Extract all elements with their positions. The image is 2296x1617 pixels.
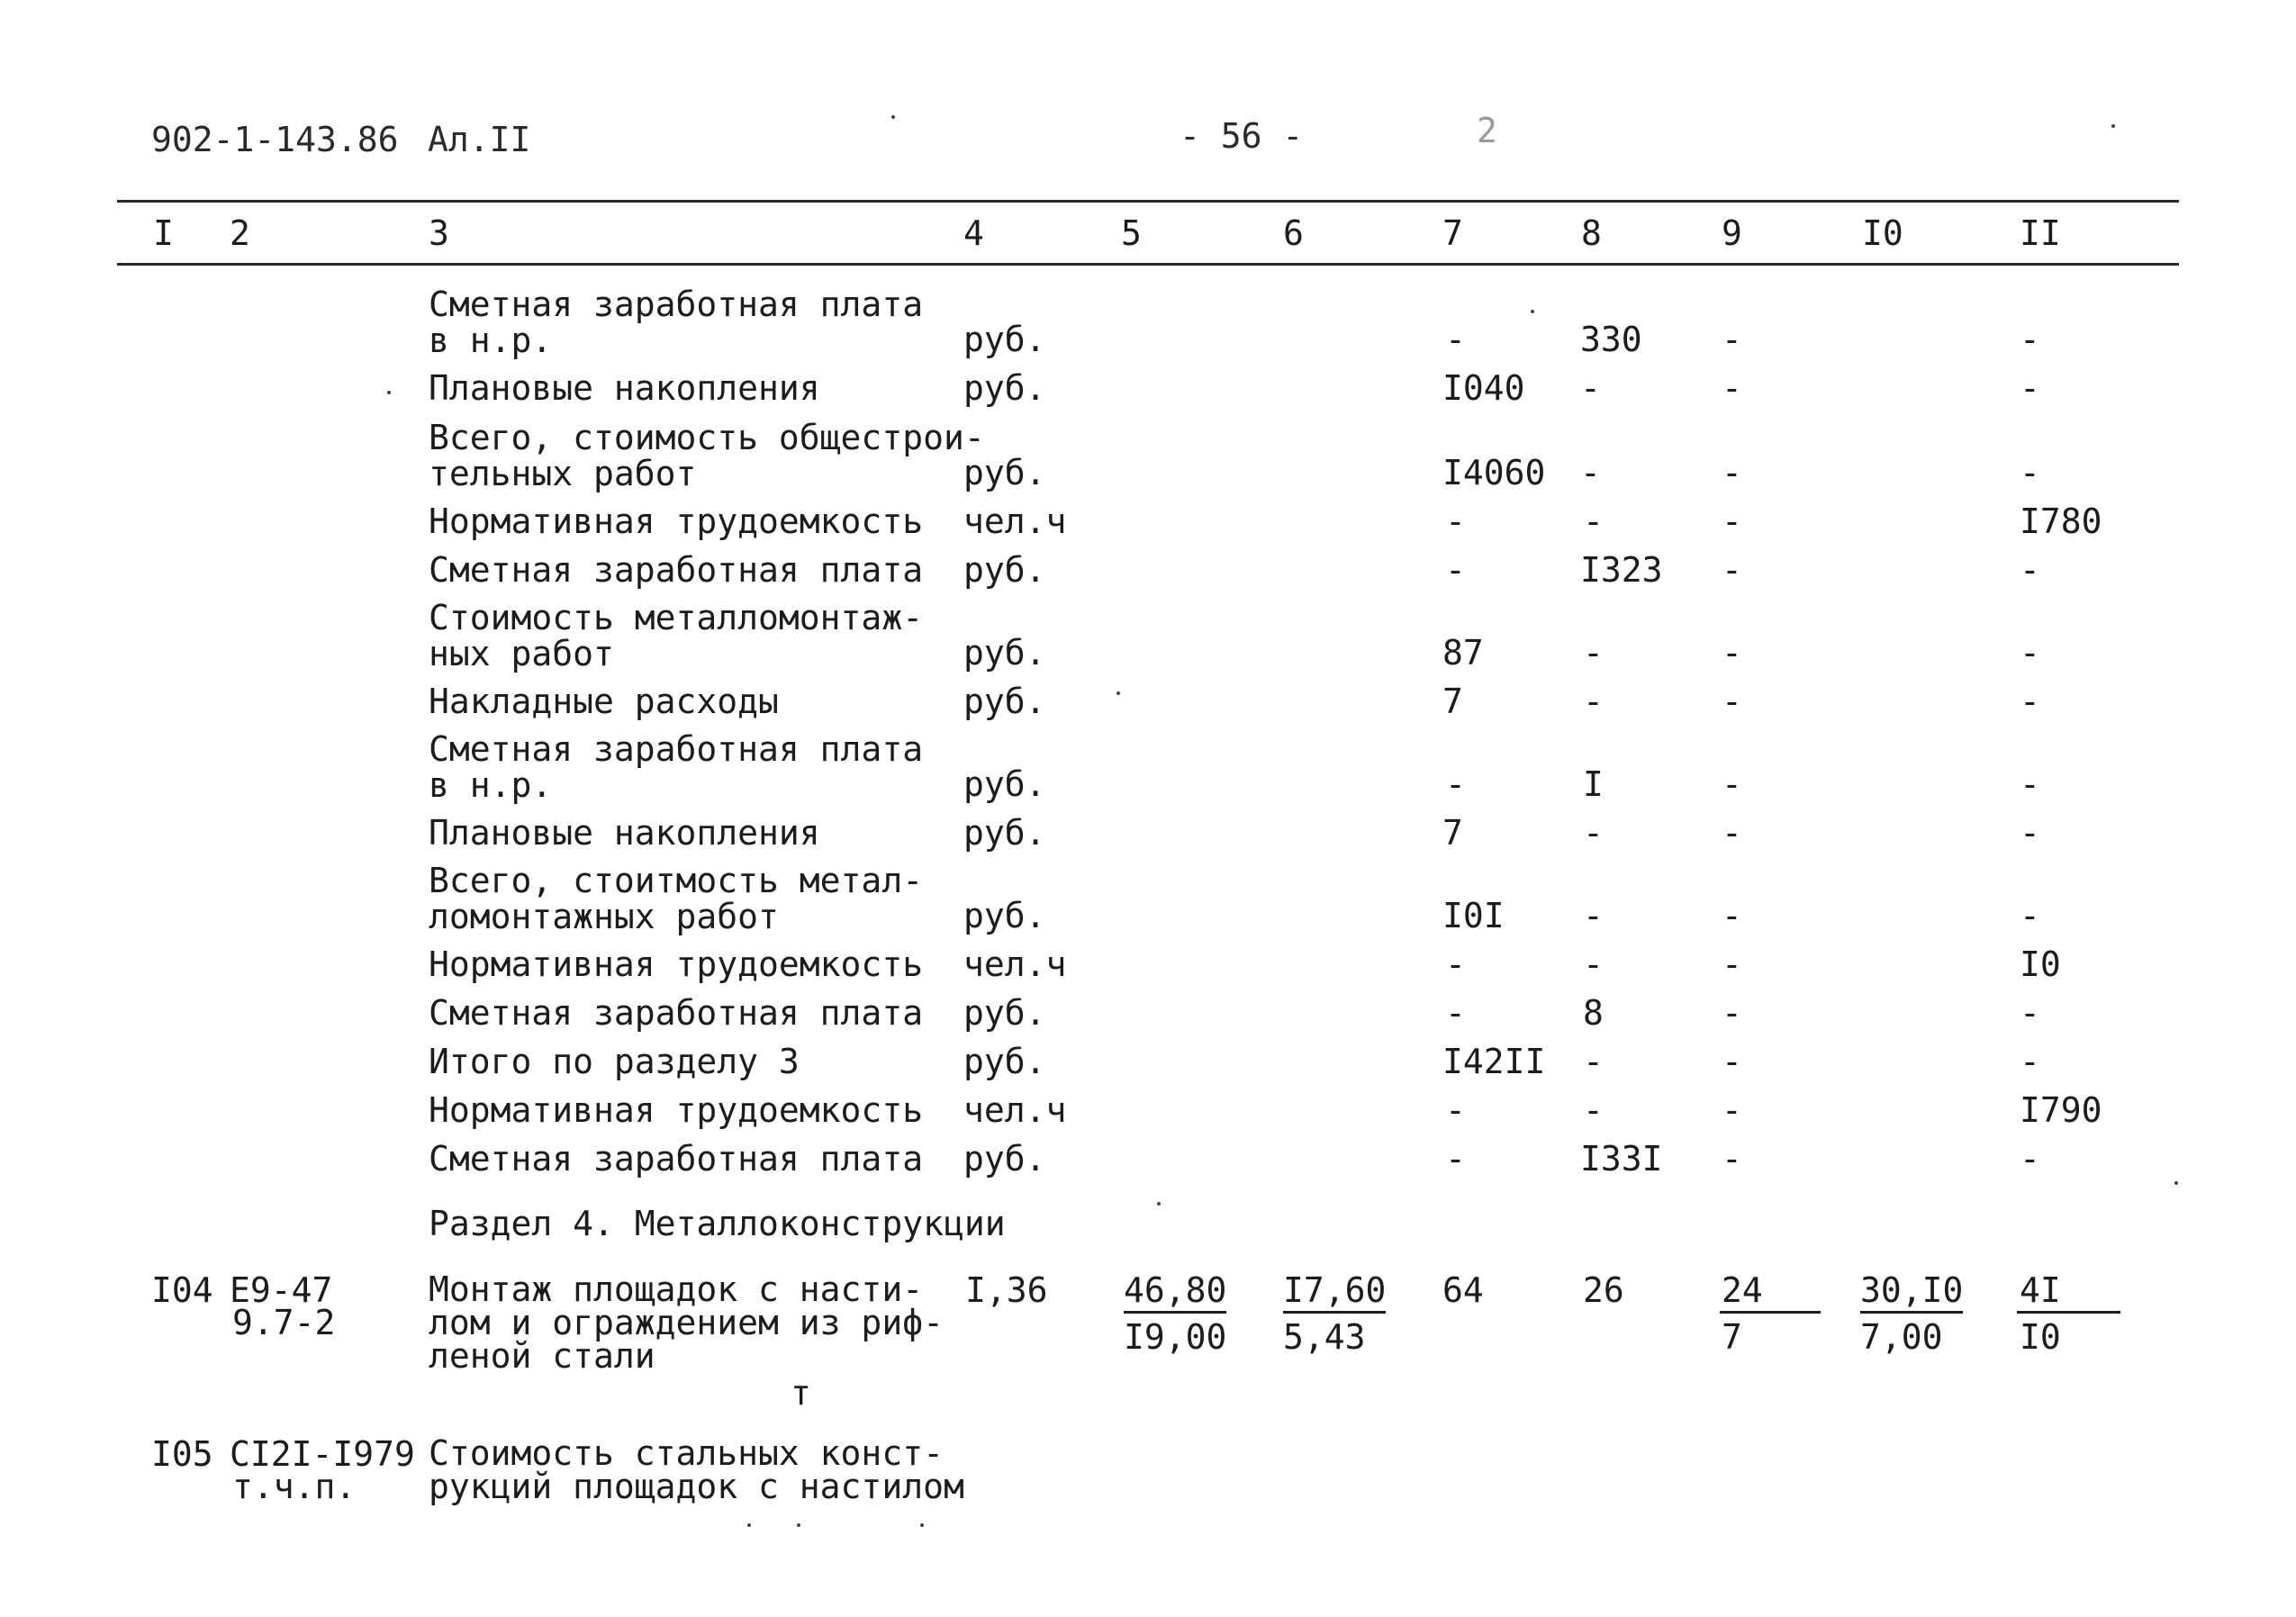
entry-unit-mark: т [791, 1373, 811, 1413]
top-rule [117, 200, 2179, 203]
row-c11: - [2020, 633, 2040, 673]
scan-speck [2174, 1181, 2178, 1185]
row-c9: - [1722, 1042, 1742, 1081]
col-header-6: 6 [1283, 213, 1304, 253]
row-c7: I4060 [1442, 453, 1546, 492]
entry-code: E9-47 [230, 1270, 333, 1310]
col-header-4: 4 [963, 213, 984, 253]
row-c9: - [1722, 501, 1742, 541]
row-c9: - [1722, 633, 1742, 673]
entry-code-2: т.ч.п. [232, 1467, 357, 1506]
col-header-3: 3 [429, 213, 449, 253]
row-c7: - [1445, 944, 1466, 984]
row-name: Всего, стоимость общестрои- тельных работ [429, 418, 985, 493]
row-c11: - [2020, 320, 2040, 359]
row-c8: - [1583, 896, 1604, 935]
row-c7: 87 [1442, 633, 1484, 673]
row-c9: - [1722, 453, 1742, 492]
entry-c6-bottom: 5,43 [1283, 1317, 1366, 1357]
scan-speck [747, 1523, 751, 1527]
doc-code: 902-1-143.86 [151, 120, 399, 159]
row-c7: I42II [1442, 1042, 1546, 1081]
entry-c11-top: 4I [2020, 1270, 2061, 1310]
row-c7: - [1445, 764, 1466, 804]
row-c9: - [1722, 813, 1742, 853]
row-c7: - [1445, 320, 1466, 359]
col-header-1: I [153, 213, 174, 253]
col-header-9: 9 [1722, 213, 1742, 253]
row-c8: - [1583, 944, 1604, 984]
row-unit: руб. [963, 993, 1046, 1033]
row-unit: руб. [963, 320, 1046, 359]
row-c7: - [1445, 550, 1466, 590]
entry-c10-bottom: 7,00 [1860, 1317, 1943, 1357]
row-c9: - [1722, 944, 1742, 984]
row-name: Сметная заработная плата [429, 1139, 924, 1179]
entry-c5-bottom: I9,00 [1124, 1317, 1227, 1357]
row-c7: I0I [1442, 896, 1505, 935]
row-c8: - [1583, 682, 1604, 721]
row-c11: - [2020, 896, 2040, 935]
scan-speck [2111, 124, 2115, 128]
entry-c8: 26 [1583, 1270, 1624, 1310]
page-number: - 56 - [1180, 116, 1304, 156]
scan-speck [387, 391, 391, 394]
entry-code: CI2I-I979 [230, 1434, 415, 1474]
row-c7: 7 [1442, 682, 1463, 721]
row-name: Сметная заработная плата [429, 993, 924, 1033]
row-c9: - [1722, 764, 1742, 804]
entry-c11-bottom: I0 [2020, 1317, 2061, 1357]
row-name: Плановые накопления [429, 813, 820, 853]
entry-c6-top: I7,60 [1283, 1273, 1386, 1314]
row-c8: - [1583, 501, 1604, 541]
row-unit: руб. [963, 896, 1046, 935]
row-c9: - [1722, 993, 1742, 1033]
row-unit: чел.ч [963, 501, 1067, 541]
row-name: Стоимость металломонтаж- ных работ [429, 598, 924, 673]
row-name: Всего, стоитмость метал- ломонтажных работ [429, 861, 924, 936]
row-c7: - [1445, 993, 1466, 1033]
row-unit: руб. [963, 453, 1046, 492]
row-c8: - [1580, 368, 1601, 408]
row-c7: I040 [1442, 368, 1525, 408]
row-c11: - [2020, 682, 2040, 721]
row-c11: - [2020, 1139, 2040, 1179]
scan-speck [920, 1523, 924, 1527]
row-unit: руб. [963, 682, 1046, 721]
entry-c9-fraction-line [1720, 1311, 1821, 1314]
col-header-7: 7 [1442, 213, 1463, 253]
row-unit: руб. [963, 1042, 1046, 1081]
entry-c5-top: 46,80 [1124, 1273, 1226, 1314]
row-name: Плановые накопления [429, 368, 820, 408]
row-name: Нормативная трудоемкость [429, 1090, 924, 1130]
row-c9: - [1722, 320, 1742, 359]
row-c8: I323 [1580, 550, 1663, 590]
row-c9: - [1722, 368, 1742, 408]
row-unit: руб. [963, 813, 1046, 853]
row-unit: руб. [963, 633, 1046, 673]
row-c11: - [2020, 813, 2040, 853]
row-c11: - [2020, 368, 2040, 408]
row-name: Сметная заработная плата в н.р. [429, 285, 924, 360]
entry-c9-top: 24 [1722, 1270, 1763, 1310]
entry-description: Стоимость стальных конст- рукций площадок с настилом [429, 1433, 964, 1506]
row-unit: руб. [963, 764, 1046, 804]
entry-c10-top: 30,I0 [1860, 1273, 1963, 1314]
row-c9: - [1722, 1090, 1742, 1130]
entry-quantity: I,36 [965, 1270, 1048, 1310]
entry-description: Монтаж площадок с насти- лом и ограждением из риф- леной стали [429, 1269, 944, 1376]
row-unit: чел.ч [963, 1090, 1067, 1130]
row-c11: - [2020, 764, 2040, 804]
row-c9: - [1722, 896, 1742, 935]
row-name: Нормативная трудоемкость [429, 501, 924, 541]
row-name: Накладные расходы [429, 682, 779, 721]
row-name: Сметная заработная плата в н.р. [429, 729, 924, 805]
row-c9: - [1722, 550, 1742, 590]
header-bottom-rule [117, 263, 2179, 266]
row-c11: I0 [2020, 944, 2061, 984]
entry-code-2: 9.7-2 [232, 1303, 336, 1342]
faint-header-mark: 2 [1477, 111, 1601, 150]
row-c11: I780 [2020, 501, 2102, 541]
row-c8: I33I [1580, 1139, 1663, 1179]
row-c8: - [1583, 1042, 1604, 1081]
row-c11: - [2020, 550, 2040, 590]
row-c9: - [1722, 682, 1742, 721]
row-c11: I790 [2020, 1090, 2102, 1130]
entry-c11-fraction-line [2017, 1311, 2120, 1314]
row-unit: руб. [963, 368, 1046, 408]
row-unit: руб. [963, 1139, 1046, 1179]
row-unit: чел.ч [963, 944, 1067, 984]
row-c9: - [1722, 1139, 1742, 1179]
row-c7: - [1445, 501, 1466, 541]
row-name: Сметная заработная плата [429, 550, 924, 590]
entry-c9-bottom: 7 [1722, 1317, 1742, 1357]
row-c11: - [2020, 453, 2040, 492]
row-c7: - [1445, 1139, 1466, 1179]
scan-speck [797, 1523, 800, 1527]
col-header-11: II [2020, 213, 2061, 253]
scan-speck [891, 115, 895, 119]
entry-number: I04 [151, 1270, 213, 1310]
row-c8: - [1583, 813, 1604, 853]
row-name: Нормативная трудоемкость [429, 944, 924, 984]
row-c11: - [2020, 993, 2040, 1033]
row-c8: I [1583, 764, 1604, 804]
row-c7: - [1445, 1090, 1466, 1130]
scan-speck [1531, 310, 1534, 313]
row-name: Итого по разделу 3 [429, 1042, 800, 1081]
col-header-2: 2 [230, 213, 250, 253]
entry-number: I05 [151, 1434, 213, 1474]
row-c8: - [1580, 453, 1601, 492]
row-c8: - [1583, 1090, 1604, 1130]
col-header-10: I0 [1862, 213, 1903, 253]
row-c7: 7 [1442, 813, 1463, 853]
row-c8: 8 [1583, 993, 1604, 1033]
row-c8: 330 [1580, 320, 1642, 359]
scan-speck [1157, 1202, 1161, 1206]
row-c8: - [1583, 633, 1604, 673]
col-header-5: 5 [1121, 213, 1142, 253]
entry-c7: 64 [1442, 1270, 1484, 1310]
album-label: Ал.II [428, 120, 531, 159]
row-unit: руб. [963, 550, 1046, 590]
col-header-8: 8 [1581, 213, 1602, 253]
section-title: Раздел 4. Металлоконструкции [429, 1204, 1006, 1243]
row-c11: - [2020, 1042, 2040, 1081]
scan-speck [1116, 691, 1120, 695]
